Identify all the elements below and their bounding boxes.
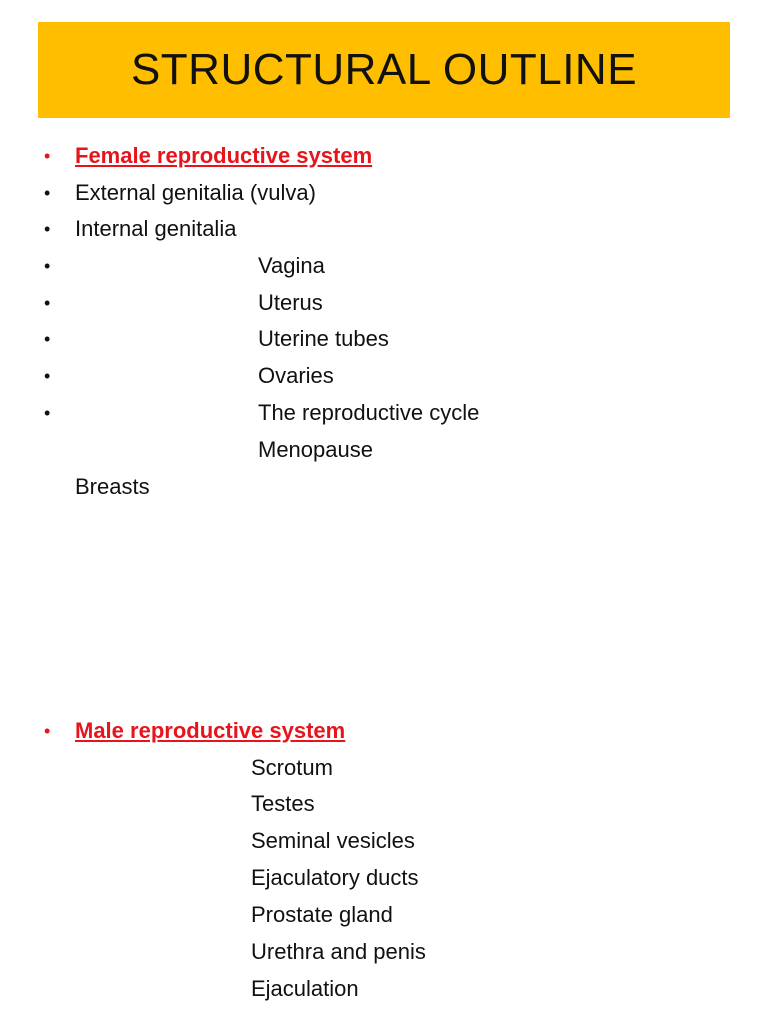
bullet-icon: • (44, 366, 51, 386)
list-item: Ejaculation (251, 976, 359, 1001)
list-item: Ovaries (258, 363, 334, 388)
list-item: Vagina (258, 253, 325, 278)
list-item: Internal genitalia (75, 216, 237, 241)
title-banner (38, 22, 730, 118)
list-item: Seminal vesicles (251, 828, 415, 853)
page-title: STRUCTURAL OUTLINE (130, 45, 638, 94)
list-item: Ejaculatory ducts (251, 865, 419, 890)
list-item: Breasts (75, 474, 150, 499)
bullet-icon: • (44, 403, 51, 423)
male-section-heading: Male reproductive system (75, 718, 346, 743)
list-item: Prostate gland (251, 902, 393, 927)
list-item: Uterus (258, 290, 323, 315)
bullet-icon: • (44, 329, 51, 349)
list-item: The reproductive cycle (258, 400, 480, 425)
bullet-icon: • (44, 219, 51, 239)
list-item: Scrotum (251, 755, 333, 780)
bullet-icon: • (44, 183, 51, 203)
bullet-icon: • (44, 293, 51, 313)
list-item: Testes (251, 791, 315, 816)
bullet-icon: • (44, 721, 51, 741)
list-item: Urethra and penis (251, 939, 426, 964)
list-item: External genitalia (vulva) (75, 180, 316, 205)
bullet-icon: • (44, 256, 51, 276)
list-item: Uterine tubes (258, 326, 389, 351)
bullet-icon: • (44, 146, 51, 166)
list-item: Menopause (258, 437, 373, 462)
female-section-heading: Female reproductive system (75, 143, 373, 168)
